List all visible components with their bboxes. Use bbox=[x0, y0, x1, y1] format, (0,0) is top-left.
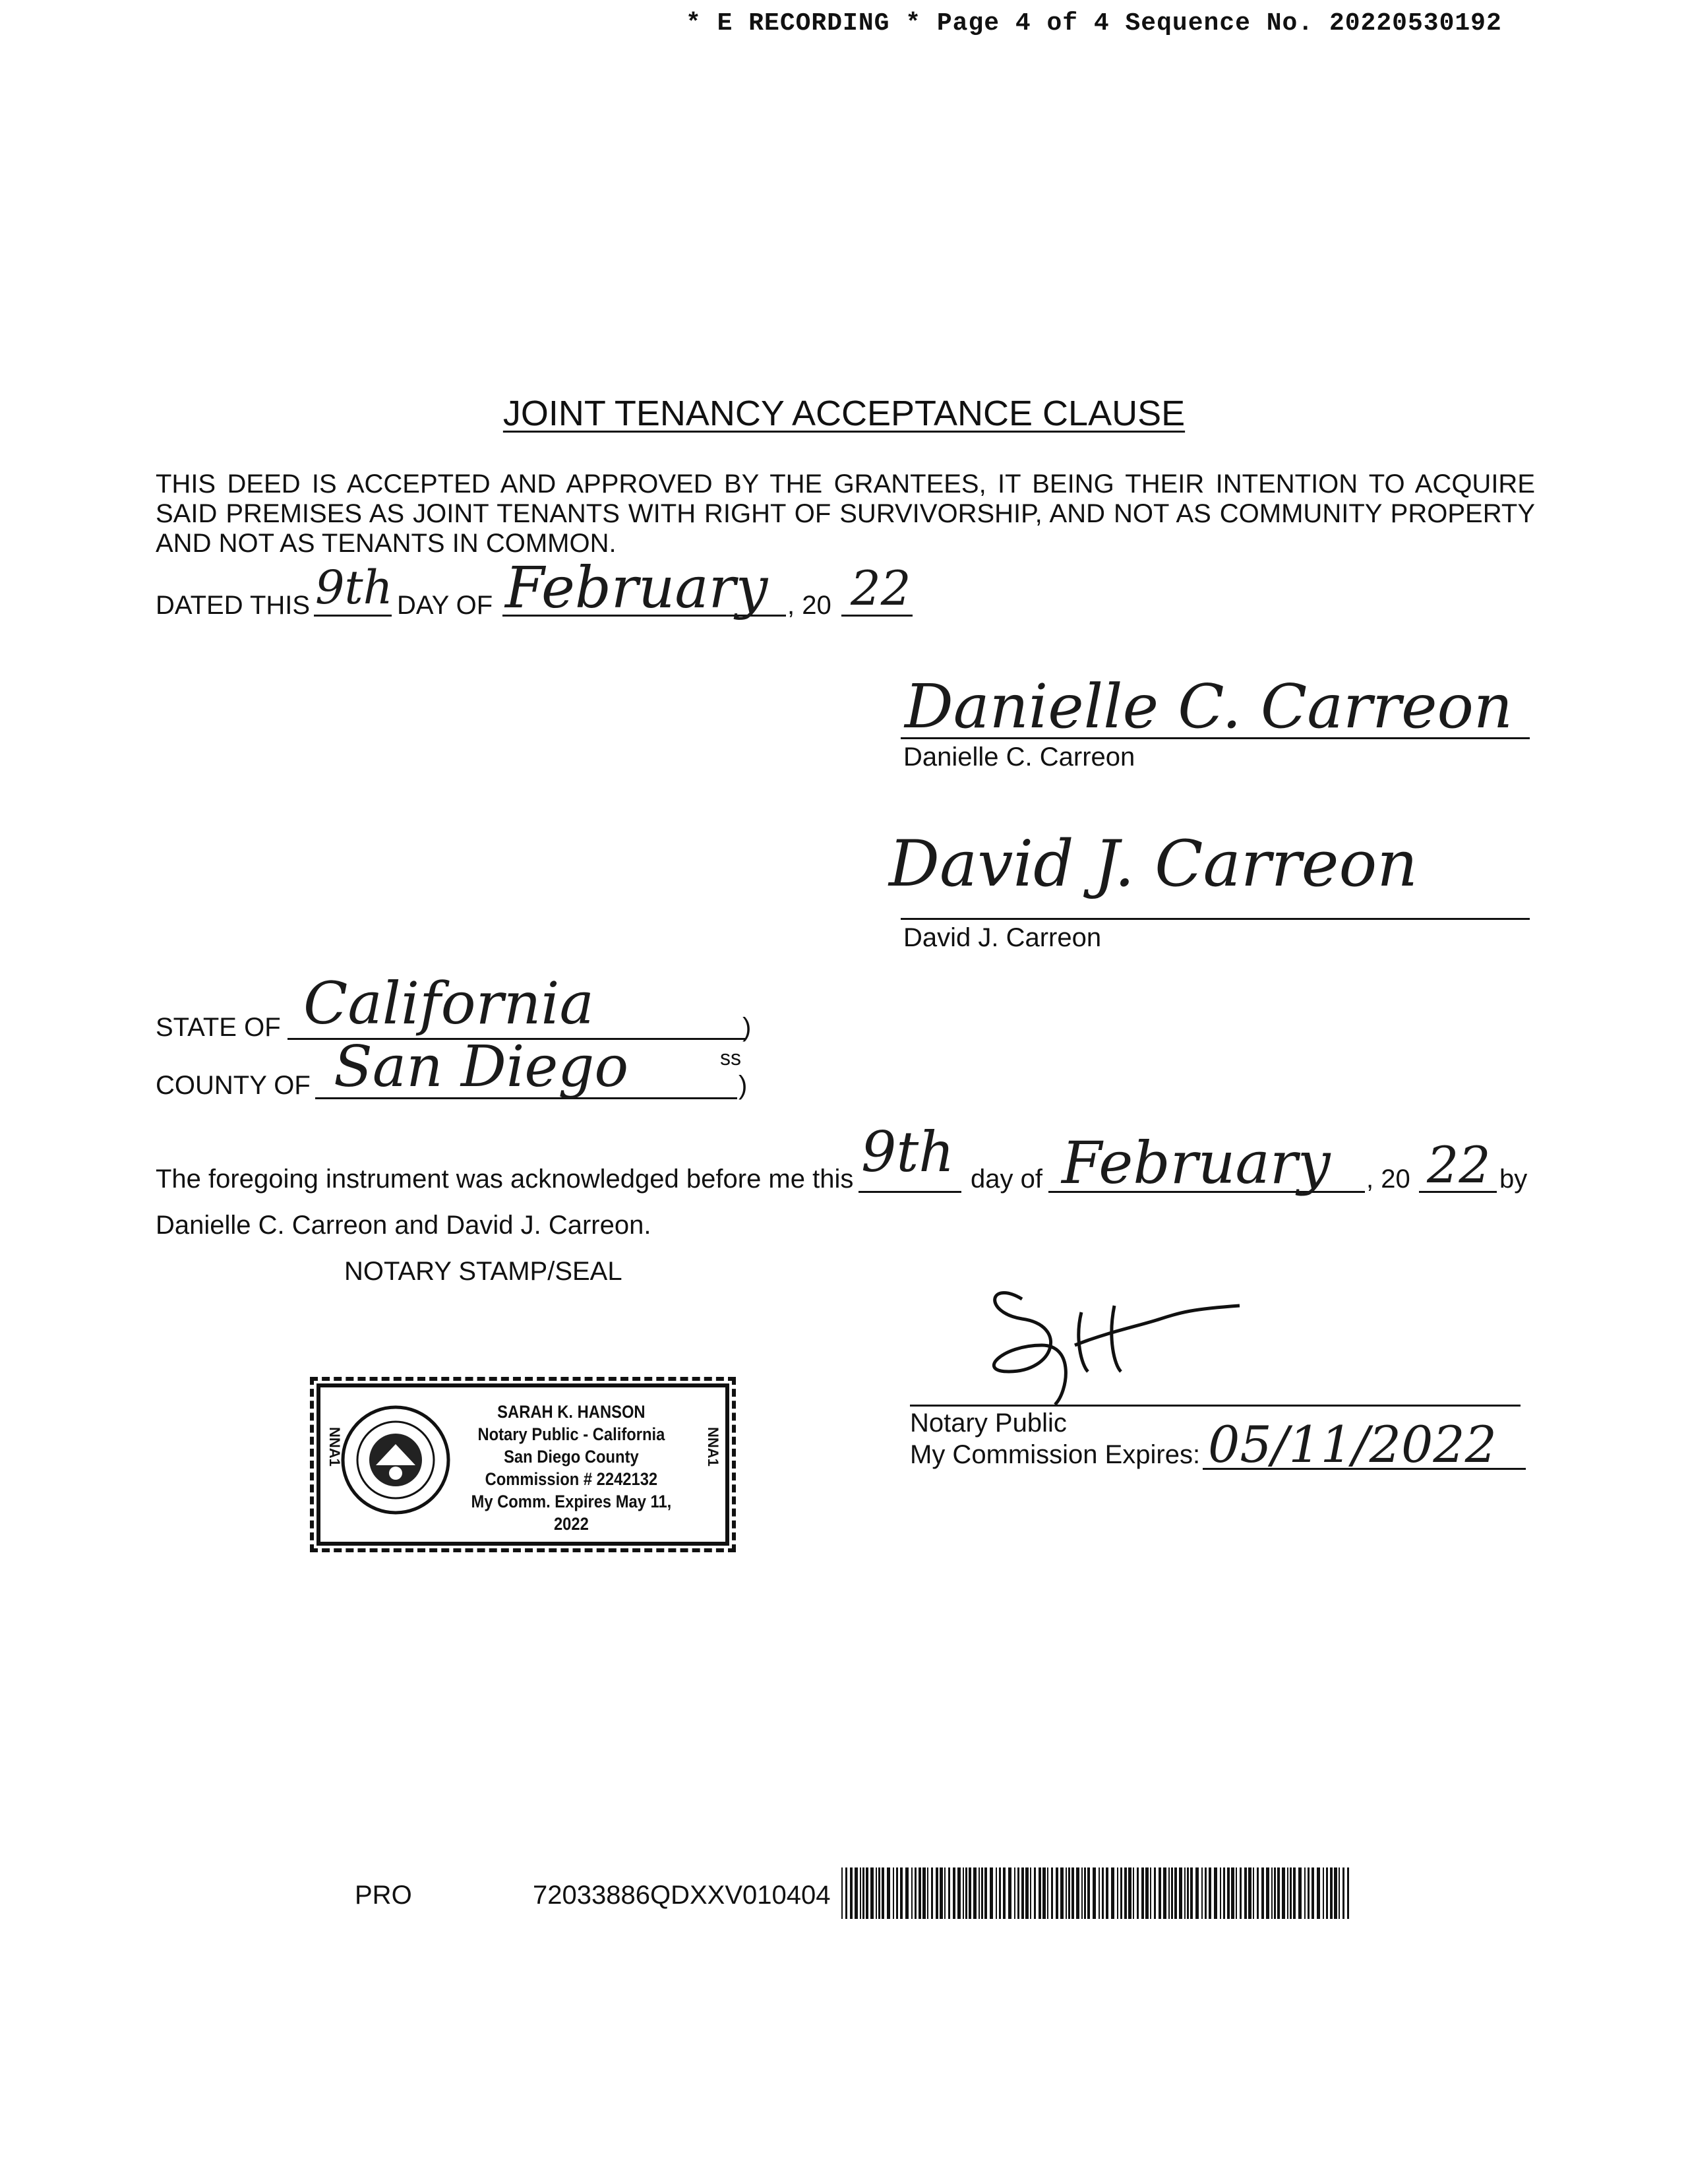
commission-expires-value: 05/11/2022 bbox=[1208, 1415, 1497, 1474]
dated-year-value: 22 bbox=[851, 561, 911, 616]
ss-label: ss bbox=[720, 1046, 741, 1070]
printed-name-danielle: Danielle C. Carreon bbox=[903, 743, 1135, 772]
ack-year-prefix: , 20 bbox=[1366, 1165, 1410, 1194]
ack-day-value: 9th bbox=[861, 1120, 955, 1184]
notary-stamp-label: NOTARY STAMP/SEAL bbox=[344, 1257, 622, 1286]
state-value: California bbox=[303, 969, 594, 1037]
notary-signature-line bbox=[910, 1405, 1521, 1407]
dated-this-label: DATED THIS bbox=[156, 591, 311, 620]
acknowledgment-names: Danielle C. Carreon and David J. Carreon. bbox=[156, 1211, 651, 1240]
signature-david: David J. Carreon bbox=[889, 827, 1418, 901]
notary-signature-scribble bbox=[982, 1273, 1259, 1411]
paren-close: ) bbox=[738, 1071, 748, 1100]
stamp-line: Notary Public - California bbox=[477, 1424, 665, 1444]
state-seal-icon bbox=[340, 1405, 451, 1515]
acceptance-paragraph bbox=[156, 470, 1535, 559]
ack-month-value: February bbox=[1062, 1129, 1331, 1197]
dated-year-prefix: , 20 bbox=[787, 591, 831, 620]
notary-stamp bbox=[316, 1383, 729, 1546]
commission-expires-label: My Commission Expires: bbox=[910, 1440, 1201, 1469]
dated-day-of-label: DAY OF bbox=[397, 591, 493, 620]
barcode-icon bbox=[841, 1867, 1349, 1919]
ack-by-label: by bbox=[1499, 1165, 1528, 1194]
paren-open: ) bbox=[742, 1013, 752, 1042]
state-of-label: STATE OF bbox=[156, 1013, 281, 1042]
signature-danielle: Danielle C. Carreon bbox=[905, 671, 1513, 742]
notary-public-title: Notary Public bbox=[910, 1409, 1067, 1438]
barcode-number: 72033886QDXXV010404 bbox=[533, 1881, 831, 1910]
stamp-line: San Diego County bbox=[504, 1447, 639, 1467]
stamp-line: Commission # 2242132 bbox=[485, 1469, 658, 1489]
county-of-label: COUNTY OF bbox=[156, 1071, 311, 1100]
dated-month-value: February bbox=[505, 555, 768, 621]
printed-name-david: David J. Carreon bbox=[903, 923, 1102, 952]
pro-label: PRO bbox=[355, 1881, 412, 1910]
county-value: San Diego bbox=[334, 1034, 629, 1100]
dated-day-value: 9th bbox=[315, 561, 393, 615]
stamp-line: SARAH K. HANSON bbox=[497, 1402, 646, 1422]
ack-day-line bbox=[859, 1191, 961, 1193]
paragraph-line: AND NOT AS TENANTS IN COMMON. bbox=[156, 529, 617, 558]
stamp-line: My Comm. Expires May 11, 2022 bbox=[471, 1492, 672, 1534]
stamp-side-text: NNA1 bbox=[705, 1427, 721, 1467]
signature-line bbox=[901, 737, 1530, 739]
signature-line bbox=[901, 918, 1530, 920]
recording-header: * E RECORDING * Page 4 of 4 Sequence No. 20220530192 bbox=[686, 9, 1502, 38]
stamp-side-text: NNA1 bbox=[326, 1427, 343, 1467]
document-title: JOINT TENANCY ACCEPTANCE CLAUSE bbox=[502, 394, 1186, 433]
ack-day-of-label: day of bbox=[971, 1165, 1042, 1194]
acknowledgment-text: The foregoing instrument was acknowledged before me this bbox=[156, 1165, 854, 1194]
dated-day-line bbox=[314, 615, 392, 617]
ack-year-value: 22 bbox=[1427, 1136, 1491, 1194]
paragraph-line: THIS DEED IS ACCEPTED AND APPROVED BY THE GRANTEES, IT BEING THEIR INTENTION TO ACQUIRE bbox=[156, 470, 1535, 499]
paragraph-line: SAID PREMISES AS JOINT TENANTS WITH RIGHT OF SURVIVORSHIP, AND NOT AS COMMUNITY PROPERTY bbox=[156, 499, 1535, 528]
